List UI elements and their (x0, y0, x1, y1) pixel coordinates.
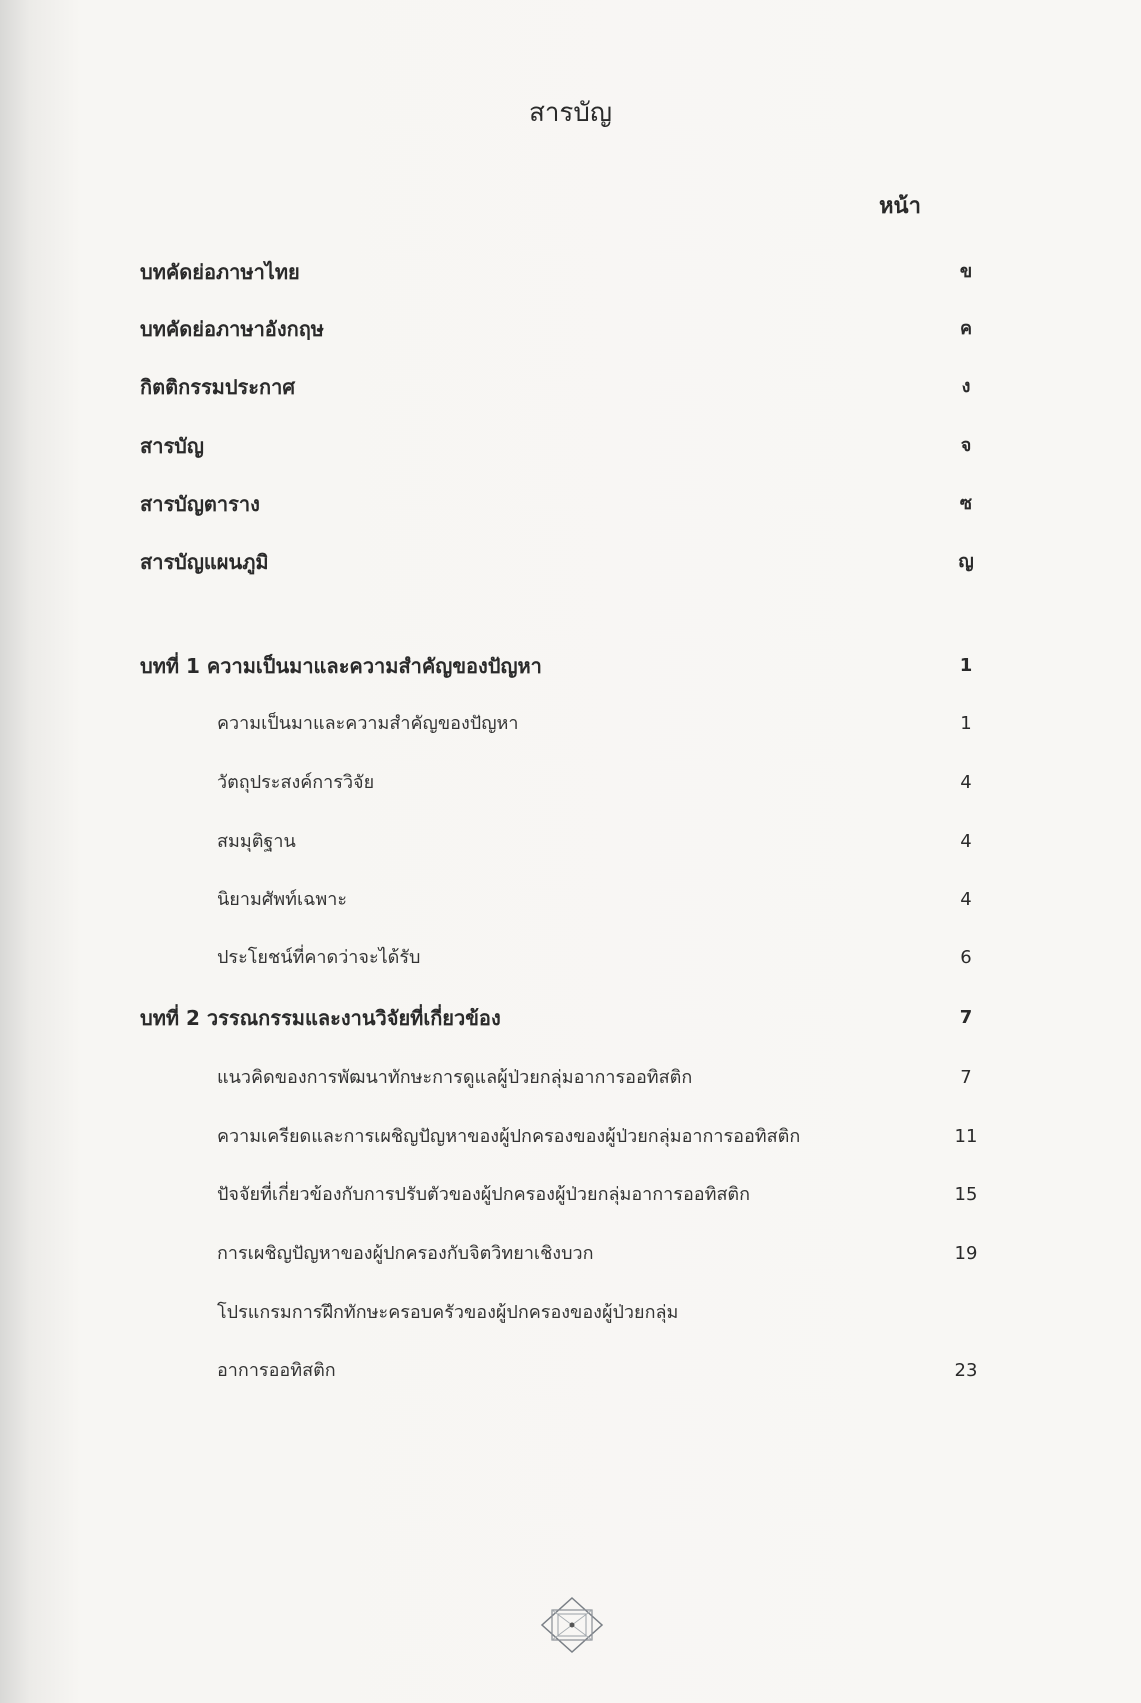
toc-entry-page: ซ (959, 493, 973, 514)
toc-subentry (0, 1293, 1141, 1333)
toc-entry-label: ความเครียดและการเผชิญปัญหาของผู้ปกครองของผู้ป่วยกลุ่มอาการออทิสติก (217, 1126, 801, 1147)
toc-entry-page: 23 (954, 1360, 978, 1381)
toc-entry-page: ง (961, 376, 971, 397)
toc-entry (0, 484, 1141, 524)
toc-entry-label: บทที่ 1 ความเป็นมาและความสำคัญของปัญหา (140, 654, 542, 678)
toc-entry-page: 15 (954, 1184, 978, 1205)
toc-entry (0, 426, 1141, 466)
toc-subentry (0, 1351, 1141, 1391)
toc-entry-label: สารบัญ (140, 434, 204, 458)
toc-subentry (0, 1234, 1141, 1274)
toc-subentry (0, 1058, 1141, 1098)
toc-chapter-heading (0, 646, 1141, 686)
toc-entry-page: 19 (954, 1243, 978, 1264)
toc-entry-label: บทคัดย่อภาษาไทย (140, 260, 300, 284)
toc-entry-label: นิยามศัพท์เฉพาะ (217, 889, 348, 910)
toc-entry-page: 1 (959, 655, 973, 676)
toc-entry-label: สมมุติฐาน (217, 831, 296, 852)
toc-entry-label: โปรแกรมการฝึกทักษะครอบครัวของผู้ปกครองของผู้ป่วยกลุ่ม (217, 1302, 679, 1323)
toc-entry-label: บทคัดย่อภาษาอังกฤษ (140, 317, 324, 341)
toc-entry-label: สารบัญแผนภูมิ (140, 550, 269, 574)
toc-entry (0, 542, 1141, 582)
toc-entry-page: ข (959, 261, 973, 282)
toc-entry-label: ความเป็นมาและความสำคัญของปัญหา (217, 713, 519, 734)
toc-entry-label: บทที่ 2 วรรณกรรมและงานวิจัยที่เกี่ยวข้อง (140, 1006, 501, 1030)
toc-entry-page: 7 (960, 1067, 972, 1088)
toc-entry-label: อาการออทิสติก (217, 1360, 336, 1381)
toc-entry (0, 252, 1141, 292)
toc-subentry (0, 704, 1141, 744)
toc-entry-page: ญ (958, 551, 974, 572)
toc-entry-page: 4 (960, 772, 972, 793)
toc-entry-label: ปัจจัยที่เกี่ยวข้องกับการปรับตัวของผู้ปกครองผู้ป่วยกลุ่มอาการออทิสติก (217, 1184, 751, 1205)
toc-subentry (0, 822, 1141, 862)
toc-entry-label: วัตถุประสงค์การวิจัย (217, 772, 375, 793)
toc-entry-label: ประโยชน์ที่คาดว่าจะได้รับ (217, 947, 421, 968)
toc-subentry (0, 1117, 1141, 1157)
toc-entry-page: 11 (954, 1126, 978, 1147)
page-title: สารบัญ (528, 98, 613, 128)
toc-entry-page: 4 (960, 889, 972, 910)
toc-entry (0, 367, 1141, 407)
toc-subentry (0, 880, 1141, 920)
toc-entry-page: 7 (959, 1007, 973, 1028)
toc-entry-page: 1 (960, 713, 972, 734)
toc-entry (0, 309, 1141, 349)
footer-emblem-icon (540, 1596, 604, 1654)
toc-entry-label: แนวคิดของการพัฒนาทักษะการดูแลผู้ป่วยกลุ่มอาการออทิสติก (217, 1067, 693, 1088)
page-column-header: หน้า (879, 194, 921, 219)
toc-subentry (0, 938, 1141, 978)
toc-entry-label: การเผชิญปัญหาของผู้ปกครองกับจิตวิทยาเชิงบวก (217, 1243, 594, 1264)
toc-chapter-heading (0, 998, 1141, 1038)
toc-entry-page: 6 (960, 947, 972, 968)
toc-entry-page: จ (960, 435, 972, 456)
toc-entry-page: 4 (960, 831, 972, 852)
toc-subentry (0, 1175, 1141, 1215)
toc-entry-label: กิตติกรรมประกาศ (140, 375, 296, 399)
toc-entry-page: ค (959, 318, 973, 339)
toc-subentry (0, 763, 1141, 803)
toc-entry-label: สารบัญตาราง (140, 492, 260, 516)
